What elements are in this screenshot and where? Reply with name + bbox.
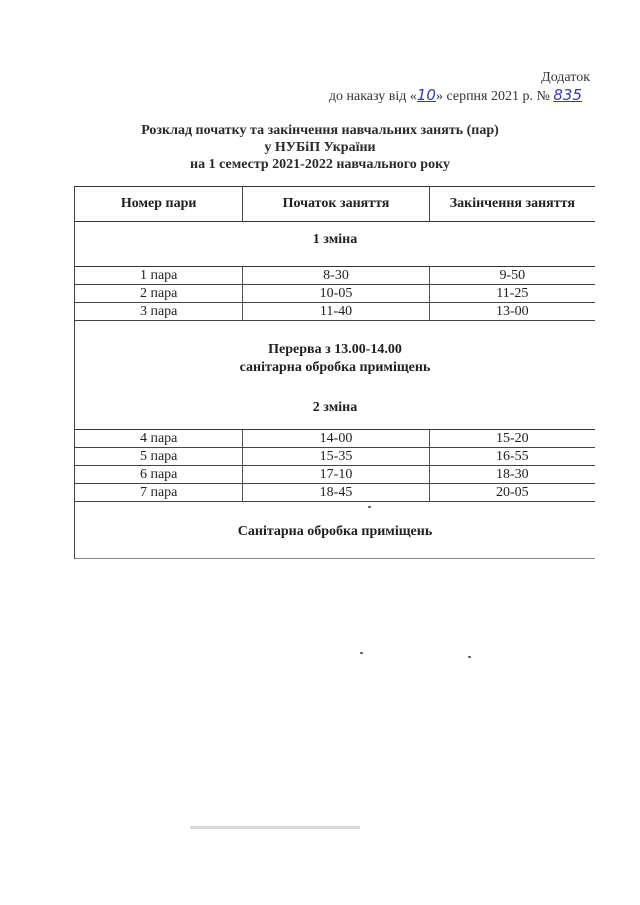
- end-time-cell: 11-25: [496, 286, 529, 301]
- table-row: [75, 285, 595, 303]
- table-row: [75, 303, 595, 321]
- document-title: [0, 122, 640, 173]
- column-header-end: Закінчення заняття: [449, 196, 575, 211]
- table-row: [75, 430, 595, 448]
- start-time-cell: 8-30: [243, 267, 429, 284]
- start-time-cell: 10-05: [243, 285, 429, 302]
- end-time-cell: 13-00: [495, 304, 529, 319]
- table-row: [75, 448, 595, 466]
- column-header-pair-number: Номер пари: [75, 187, 243, 221]
- order-middle: » серпня 2021 р. №: [435, 89, 550, 104]
- final-sanitation-note: Санітарна обробка приміщень: [75, 502, 595, 559]
- order-day-handwritten: 10: [416, 86, 436, 104]
- order-number-handwritten: 835: [553, 86, 582, 104]
- pair-number-cell: 3 пара: [75, 303, 243, 320]
- pair-number-cell: 6 пара: [75, 466, 243, 483]
- pair-number-cell: 1 пара: [75, 267, 243, 284]
- break-sanitation: санітарна обробка приміщень: [239, 360, 431, 375]
- shift-1-label: 1 зміна: [75, 222, 595, 267]
- break-time: Перерва з 13.00-14.00: [268, 342, 402, 357]
- order-prefix: до наказу від «: [328, 89, 417, 104]
- start-time-cell: 11-40: [243, 303, 429, 320]
- title-line-2: у НУБіП України: [264, 140, 376, 155]
- pair-number-cell: 7 пара: [75, 484, 243, 501]
- pair-number-cell: 5 пара: [75, 448, 243, 465]
- start-time-cell: 18-45: [243, 484, 429, 501]
- end-time-cell: 15-20: [495, 431, 529, 446]
- column-header-start: Початок заняття: [243, 187, 429, 221]
- table-row: [75, 267, 595, 285]
- pair-number-cell: 4 пара: [75, 430, 243, 447]
- end-time-cell: 9-50: [499, 268, 526, 283]
- title-line-3: на 1 семестр 2021-2022 навчального року: [190, 157, 450, 172]
- start-time-cell: 15-35: [243, 448, 429, 465]
- scan-speck: [368, 506, 371, 508]
- table-header: [75, 187, 595, 222]
- end-time-cell: 20-05: [495, 485, 529, 500]
- end-time-cell: 16-55: [495, 449, 529, 464]
- break-note: [75, 321, 595, 393]
- scan-speck: [360, 652, 363, 654]
- start-time-cell: 14-00: [243, 430, 429, 447]
- table-row: [75, 484, 595, 502]
- table-row: [75, 466, 595, 484]
- start-time-cell: 17-10: [243, 466, 429, 483]
- pair-number-cell: 2 пара: [75, 285, 243, 302]
- end-time-cell: 18-30: [495, 467, 529, 482]
- schedule-table: [74, 186, 595, 559]
- scan-smudge: [190, 826, 360, 829]
- shift-2-label: 2 зміна: [75, 393, 595, 430]
- scan-speck: [468, 656, 471, 658]
- appendix-label: Додаток: [541, 70, 590, 85]
- title-line-1: Розклад початку та закінчення навчальних занять (пар): [141, 123, 499, 138]
- order-reference: [329, 86, 582, 105]
